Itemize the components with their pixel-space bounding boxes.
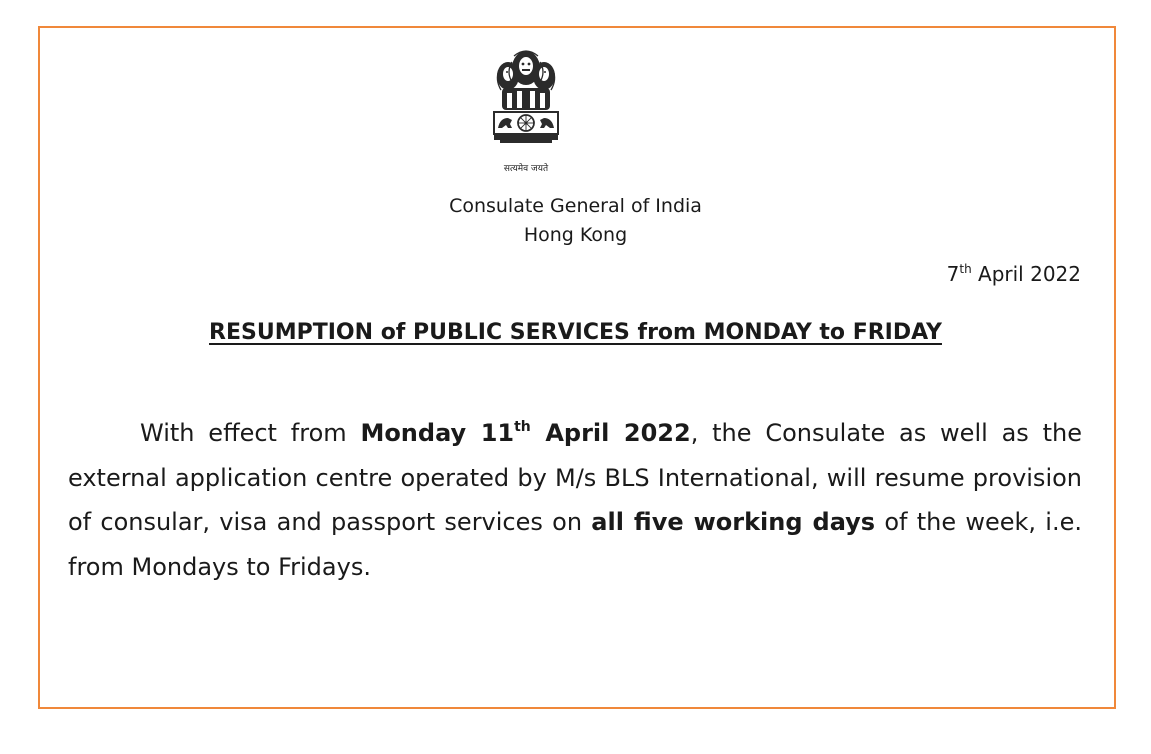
date-day: 7 [946, 262, 960, 286]
notice-date [947, 255, 1081, 288]
effective-date [360, 419, 690, 447]
effective-date-day: Monday 11 [360, 419, 515, 447]
notice-body [68, 411, 1082, 589]
date-day-suffix: th [959, 262, 972, 276]
notice-border [38, 26, 1116, 709]
effective-date-suffix: th [514, 419, 531, 435]
body-text-2: , the Consulate as well as the external application centre operated by M/s BLS International, will resume provision of consular, visa and passport services on [68, 419, 1082, 536]
office-name: Consulate General of India [449, 195, 702, 217]
working-days-emphasis: all five working days [591, 508, 876, 536]
notice-title: RESUMPTION of PUBLIC SERVICES from MONDAY to FRIDAY [209, 320, 942, 345]
office-city: Hong Kong [523, 224, 628, 246]
body-text-1: With effect from [140, 419, 361, 447]
emblem-motto: सत्यमेव जयते [503, 164, 549, 174]
effective-date-month-year: April 2022 [530, 419, 691, 447]
body-text-3: of the week, i.e. from Mondays to Fridays. [68, 508, 1082, 581]
date-month-year: April 2022 [971, 262, 1081, 286]
